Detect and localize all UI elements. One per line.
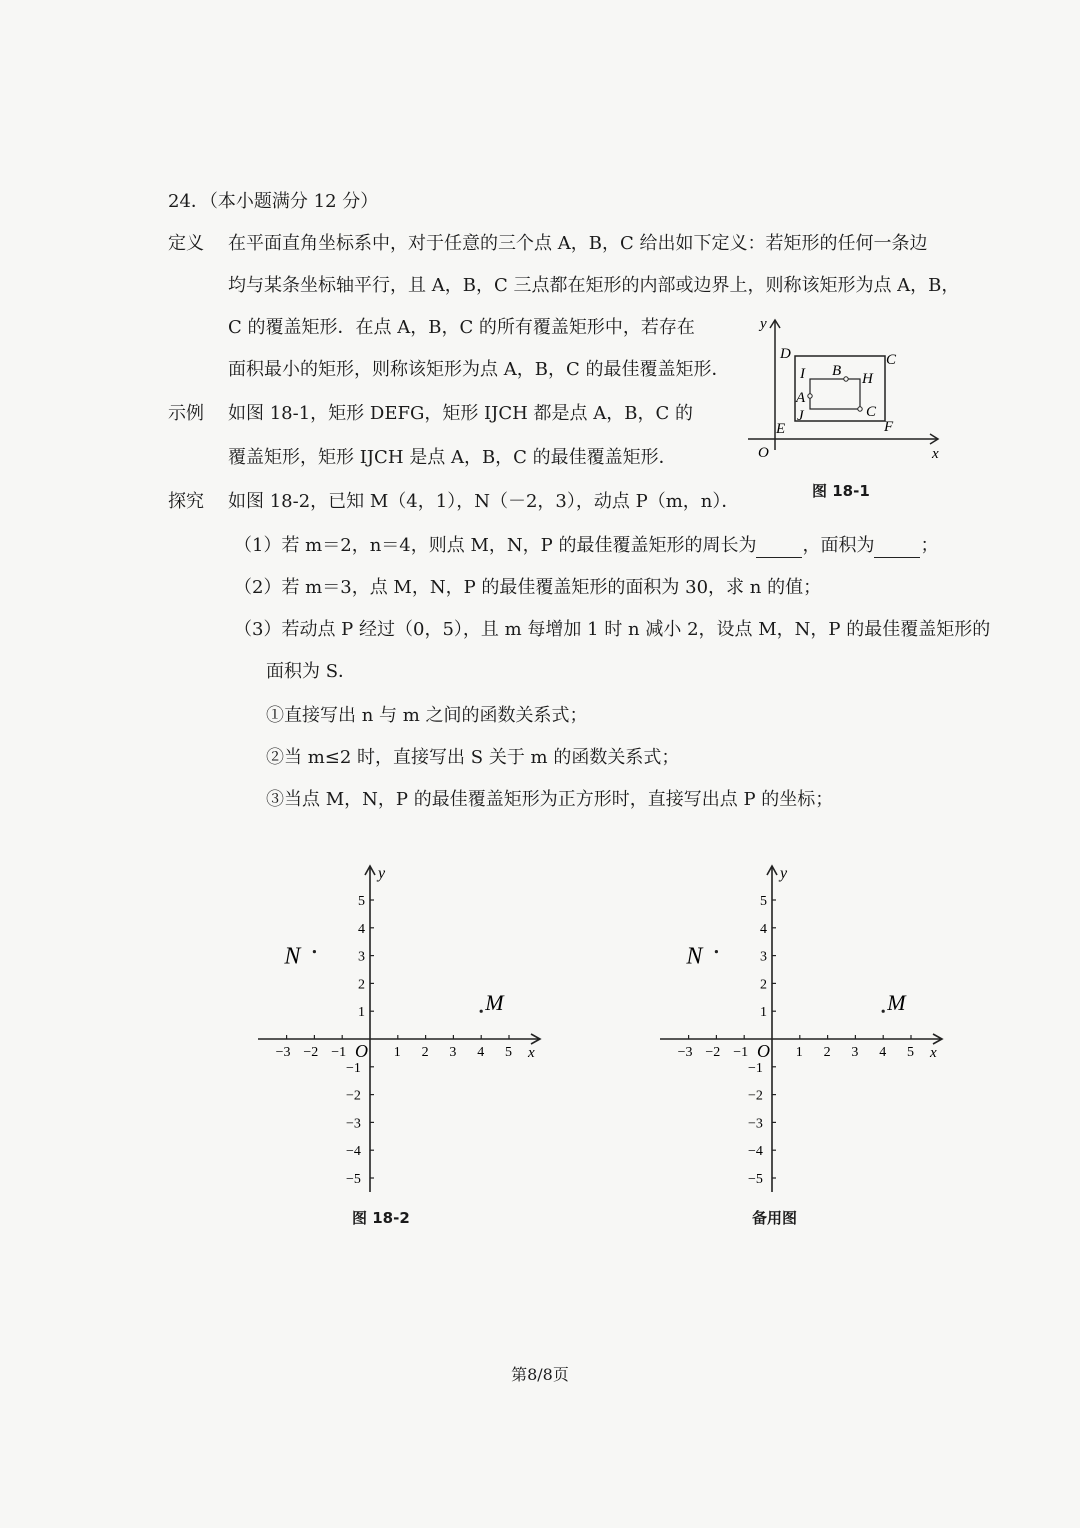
spare-y-tick-label: −3: [748, 1116, 763, 1132]
spare-y-tick-label: −1: [748, 1060, 763, 1076]
fig2-y-tick-label: 3: [358, 949, 365, 965]
part-1-text-a: （1）若 m＝2，n＝4，则点 M，N，P 的最佳覆盖矩形的周长为: [234, 535, 757, 556]
fig1-y-label: y: [760, 316, 767, 332]
definition-line-2: 均与某条坐标轴平行，且 A，B，C 三点都在矩形的内部或边界上，则称该矩形为点 A，B，: [228, 275, 960, 296]
sub-question-3: ③当点 M，N，P 的最佳覆盖矩形为正方形时，直接写出点 P 的坐标；: [266, 789, 834, 810]
question-header: 24．（本小题满分 12 分）: [168, 191, 379, 212]
figure-18-2-caption: 图 18-2: [352, 1209, 410, 1227]
definition-line-3: C 的覆盖矩形．在点 A，B，C 的所有覆盖矩形中，若存在: [228, 317, 695, 338]
fig2-y-tick-label: 5: [358, 894, 365, 909]
spare-y-tick-label: 3: [760, 949, 767, 965]
fig2-x-tick-label: 1: [393, 1045, 401, 1060]
label-h: H: [862, 371, 873, 387]
fig2-point-n: [313, 950, 316, 953]
part-3-line-2: 面积为 S．: [266, 661, 357, 682]
fig2-x-label: x: [528, 1045, 535, 1061]
spare-point-m-label: M: [887, 990, 906, 1016]
spare-y-tick-label: 1: [760, 1005, 767, 1021]
figure-18-2: [258, 862, 558, 1202]
spare-y-tick-label: 4: [760, 921, 767, 937]
part-3-line-1: （3）若动点 P 经过（0，5），且 m 每增加 1 时 n 减小 2，设点 M，N，P 的最佳覆盖矩形的: [234, 619, 991, 640]
label-c-inner: C: [866, 404, 877, 420]
label-b: B: [832, 363, 842, 379]
fig2-y-tick-label: −2: [346, 1088, 361, 1104]
fig2-y-tick-label: 1: [358, 1005, 365, 1021]
perimeter-answer-blank[interactable]: [756, 539, 802, 558]
fig2-x-tick-label: 3: [449, 1045, 457, 1060]
spare-point-m: [882, 1010, 885, 1013]
fig2-y-tick-label: −5: [346, 1172, 361, 1187]
spare-x-tick-label: 1: [795, 1045, 803, 1060]
fig2-origin-label: O: [355, 1041, 368, 1061]
fig2-point-m-label: M: [485, 990, 504, 1016]
point-a: [808, 394, 812, 398]
fig2-point-m: [480, 1010, 483, 1013]
fig2-y-tick-label: 4: [358, 921, 365, 937]
spare-figure: [660, 862, 960, 1202]
spare-figure-caption: 备用图: [752, 1209, 798, 1227]
fig2-y-tick-label: −1: [346, 1060, 361, 1076]
label-j: J: [797, 408, 804, 424]
label-e: E: [776, 421, 786, 437]
spare-origin-label: O: [757, 1041, 770, 1061]
spare-y-tick-label: −2: [748, 1088, 763, 1104]
definition-line-4: 面积最小的矩形，则称该矩形为点 A，B，C 的最佳覆盖矩形．: [228, 359, 730, 380]
part-1: [234, 534, 938, 558]
example-line-2: 覆盖矩形，矩形 IJCH 是点 A，B，C 的最佳覆盖矩形．: [228, 447, 677, 468]
fig1-x-label: x: [932, 446, 939, 462]
spare-y-tick-label: −5: [748, 1172, 763, 1187]
spare-y-tick-label: 2: [760, 977, 767, 993]
rectangle-ijch: [810, 379, 860, 409]
label-f: F: [884, 419, 894, 435]
sub-question-1: ①直接写出 n 与 m 之间的函数关系式；: [266, 705, 588, 726]
fig2-y-label: y: [378, 865, 386, 882]
explore-tag: 探究: [168, 491, 204, 512]
spare-x-tick-label: −2: [705, 1045, 721, 1060]
definition-tag: 定义: [168, 233, 204, 254]
spare-y-label: y: [780, 865, 788, 882]
definition-line-1: 在平面直角坐标系中，对于任意的三个点 A，B，C 给出如下定义：若矩形的任何一条边: [228, 233, 928, 254]
fig2-x-tick-label: 4: [477, 1045, 485, 1060]
example-tag: 示例: [168, 403, 204, 424]
spare-y-tick-label: 5: [760, 894, 767, 909]
fig2-y-tick-label: 2: [358, 977, 365, 993]
page-number: 第8/8页: [511, 1365, 569, 1384]
spare-x-label: x: [930, 1045, 937, 1061]
fig2-x-tick-label: −1: [331, 1045, 347, 1060]
fig2-x-tick-label: 5: [505, 1045, 512, 1060]
fig2-x-tick-label: −3: [275, 1045, 291, 1060]
sub-question-2: ②当 m≤2 时，直接写出 S 关于 m 的函数关系式；: [266, 747, 680, 768]
part-1-text-b: ，面积为: [802, 535, 875, 556]
area-answer-blank[interactable]: [874, 539, 920, 558]
point-b: [844, 377, 848, 381]
fig2-y-tick-label: −4: [346, 1144, 361, 1160]
fig2-y-tick-label: −3: [346, 1116, 361, 1132]
fig2-x-tick-label: −2: [303, 1045, 319, 1060]
explore-line: 如图 18-2，已知 M（4，1），N（－2，3），动点 P（m，n）．: [228, 491, 740, 512]
label-c-outer: C: [886, 352, 897, 368]
label-a: A: [796, 390, 806, 406]
part-1-text-c: ；: [920, 535, 939, 556]
spare-x-tick-label: −1: [733, 1045, 749, 1060]
spare-point-n-label: N: [686, 943, 703, 970]
spare-x-tick-label: 2: [823, 1045, 831, 1060]
fig2-point-n-label: N: [284, 943, 301, 970]
label-d: D: [780, 346, 791, 362]
spare-y-tick-label: −4: [748, 1144, 763, 1160]
fig2-x-tick-label: 2: [421, 1045, 429, 1060]
spare-point-n: [715, 950, 718, 953]
point-c: [858, 407, 862, 411]
spare-x-tick-label: −3: [677, 1045, 693, 1060]
spare-x-tick-label: 5: [907, 1045, 914, 1060]
spare-x-tick-label: 4: [879, 1045, 887, 1060]
spare-x-tick-label: 3: [851, 1045, 859, 1060]
fig1-origin-label: O: [758, 445, 769, 461]
figure-18-1: [740, 312, 950, 472]
label-i: I: [800, 366, 805, 382]
example-line-1: 如图 18-1，矩形 DEFG，矩形 IJCH 都是点 A，B，C 的: [228, 403, 694, 424]
part-2: （2）若 m＝3，点 M，N，P 的最佳覆盖矩形的面积为 30，求 n 的值；: [234, 577, 822, 598]
figure-18-1-caption: 图 18-1: [812, 482, 870, 500]
